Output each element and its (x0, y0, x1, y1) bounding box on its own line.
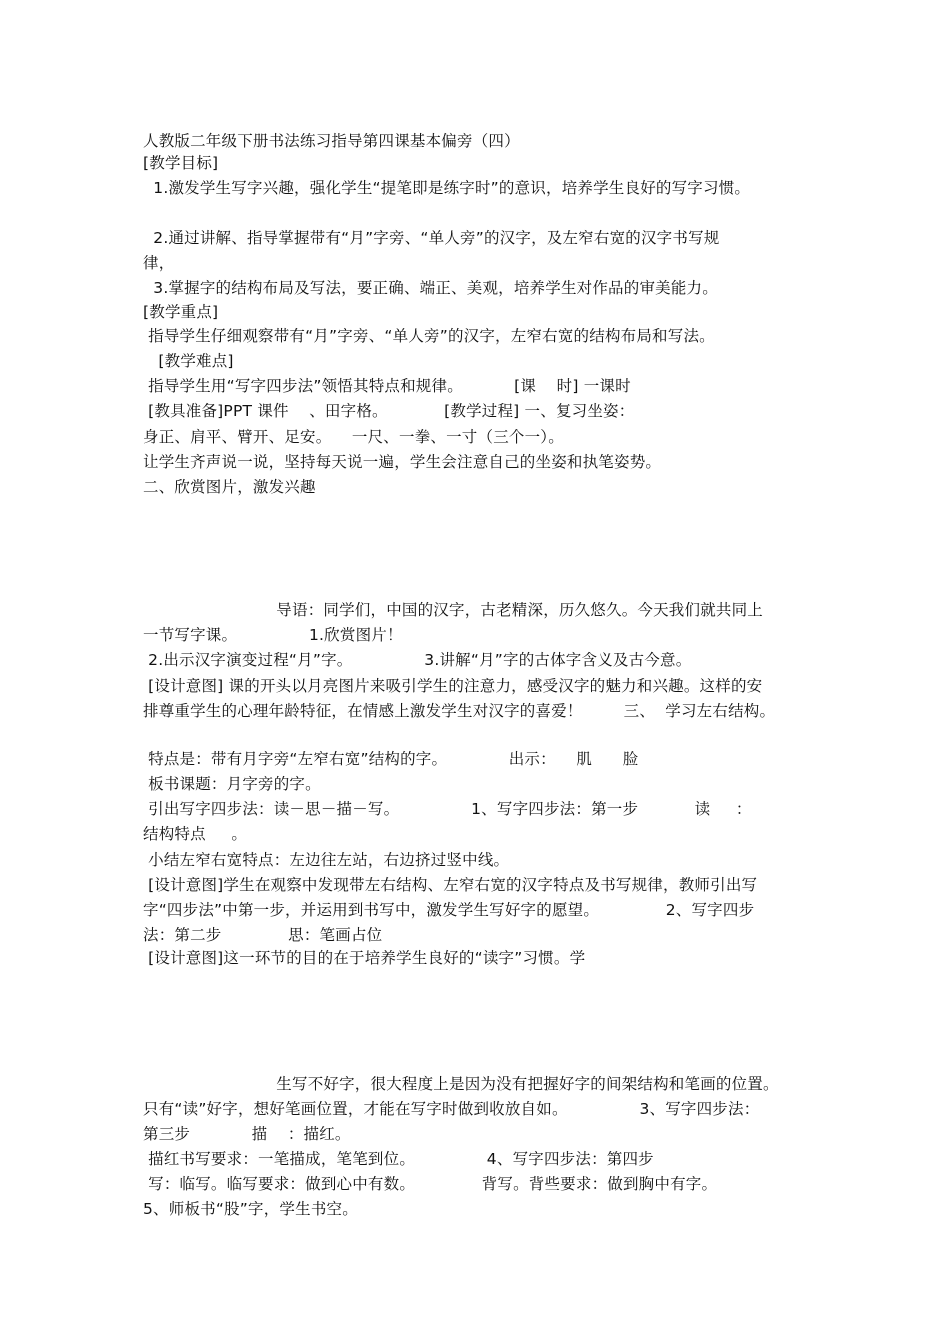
text-line: 一节写字课。 1.欣赏图片！ (143, 626, 403, 644)
text-line: [教学目标] (143, 154, 219, 172)
text-line: 让学生齐声说一说，坚持每天说一遍，学生会注意自己的坐姿和执笔姿势。 (143, 453, 662, 471)
text-line: 指导学生用“写字四步法”领悟其特点和规律。 [课 时] 一课时 (143, 377, 631, 395)
text-line: [教具准备]PPT 课件 、田字格。 [教学过程] 一、复习坐姿： (143, 402, 635, 420)
text-line: 导语：同学们，中国的汉字，古老精深，历久悠久。今天我们就共同上 (143, 601, 764, 619)
text-line: 身正、肩平、臂开、足安。 一尺、一拳、一寸（三个一）。 (143, 428, 564, 446)
text-line: 法：第二步 思：笔画占位 (143, 926, 383, 944)
text-line: 3.掌握字的结构布局及写法，要正确、端正、美观，培养学生对作品的审美能力。 (143, 279, 718, 297)
text-line: 二、欣赏图片，激发兴趣 (143, 478, 316, 496)
text-line: [设计意图] 课的开头以月亮图片来吸引学生的注意力，感受汉字的魅力和兴趣。这样的安 (143, 677, 763, 695)
text-line: 只有“读”好字，想好笔画位置，才能在写字时做到收放自如。 3、写字四步法： (143, 1100, 760, 1118)
text-line: [教学难点] (143, 352, 234, 370)
text-line: 字“四步法”中第一步，并运用到书写中，激发学生写好字的愿望。 2、写字四步 (143, 901, 755, 919)
text-line: 律， (143, 254, 175, 272)
text-line: 板书课题：月字旁的字。 (143, 775, 321, 793)
text-line: [设计意图]这一环节的目的在于培养学生良好的“读字”习惯。学 (143, 949, 586, 967)
text-line: 特点是：带有月字旁“左窄右宽”结构的字。 出示： 肌 脸 (143, 750, 639, 768)
text-line: 描红书写要求：一笔描成，笔笔到位。 4、写字四步法：第四步 (143, 1150, 654, 1168)
text-line: 1.激发学生写字兴趣，强化学生“提笔即是练字时”的意识，培养学生良好的写字习惯。 (143, 179, 751, 197)
text-line: 5、师板书“股”字，学生书空。 (143, 1200, 358, 1218)
text-line: 小结左窄右宽特点：左边往左站，右边挤过竖中线。 (143, 851, 510, 869)
document-title: 人教版二年级下册书法练习指导第四课基本偏旁（四） (143, 132, 520, 150)
text-line: 2.通过讲解、指导掌握带有“月”字旁、“单人旁”的汉字，及左窄右宽的汉字书写规 (143, 229, 720, 247)
text-line: 生写不好字，很大程度上是因为没有把握好字的间架结构和笔画的位置。 (143, 1075, 779, 1093)
text-line: 结构特点 。 (143, 825, 248, 843)
text-line: 写：临写。临写要求：做到心中有数。 背写。背些要求：做到胸中有字。 (143, 1175, 718, 1193)
text-line: 指导学生仔细观察带有“月”字旁、“单人旁”的汉字，左窄右宽的结构布局和写法。 (143, 327, 715, 345)
text-line: 2.出示汉字演变过程“月”字。 3.讲解“月”字的古体字含义及古今意。 (143, 651, 692, 669)
text-line: [教学重点] (143, 303, 219, 321)
text-line: [设计意图]学生在观察中发现带左右结构、左窄右宽的汉字特点及书写规律，教师引出写 (143, 876, 758, 894)
text-line: 引出写字四步法：读－思－描－写。 1、写字四步法：第一步 读 ： (143, 800, 752, 818)
text-line: 排尊重学生的心理年龄特征，在情感上激发学生对汉字的喜爱！ 三、 学习左右结构。 (143, 702, 776, 720)
text-line: 第三步 描 ：描红。 (143, 1125, 351, 1143)
